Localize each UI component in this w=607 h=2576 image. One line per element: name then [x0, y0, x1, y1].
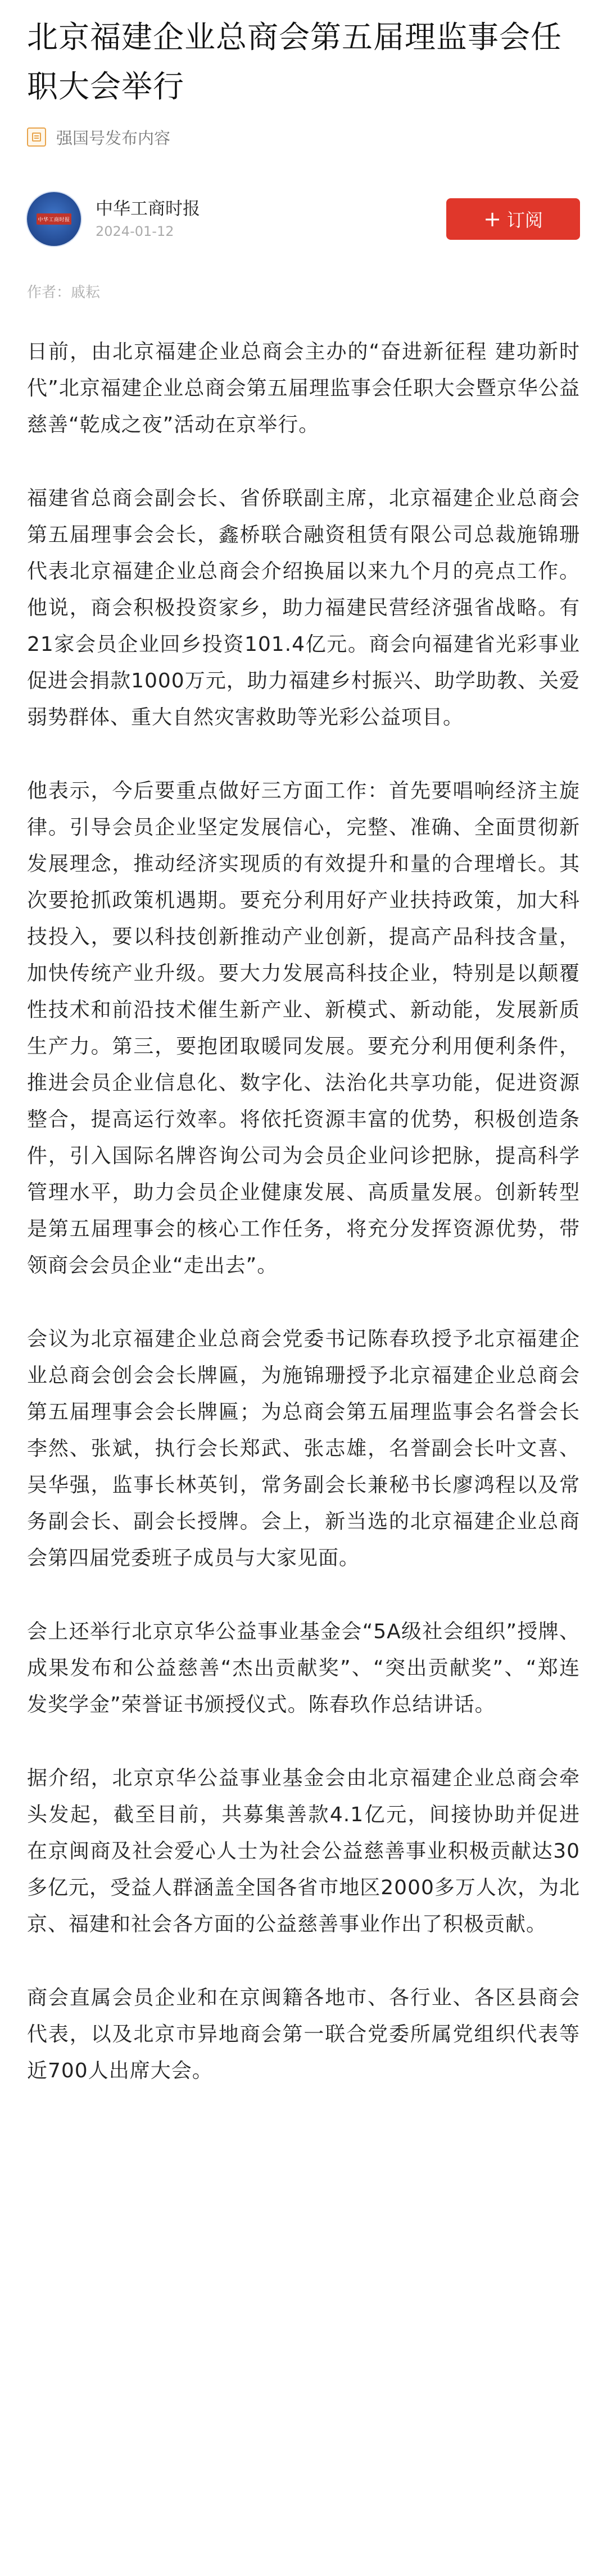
article-paragraph: 会议为北京福建企业总商会党委书记陈春玖授予北京福建企业总商会创会会长牌匾，为施锦珊授予北京福建企业总商会第五届理事会会长牌匾；为总商会第五届理监事会名誉会长李然、张斌，执行会长郑武、张志雄，名誉副会长叶文喜、吴华强，监事长林英钊，常务副会长兼秘书长廖鸿程以及常务副会长、副会长授牌。会上，新当选的北京福建企业总商会第四届党委班子成员与大家见面。 — [27, 1328, 580, 1570]
article-paragraph: 日前，由北京福建企业总商会主办的“奋进新征程 建功新时代”北京福建企业总商会第五届理监事会任职大会暨京华公益慈善“乾成之夜”活动在京举行。 — [27, 340, 580, 436]
source-label: 强国号发布内容 — [56, 128, 171, 148]
article-title: 北京福建企业总商会第五届理监事会任职大会举行 — [27, 19, 563, 104]
document-badge-icon — [27, 127, 46, 147]
subscribe-label: 订阅 — [506, 209, 543, 231]
publisher-name[interactable]: 中华工商时报 — [96, 199, 200, 219]
article-paragraph: 会上还举行北京京华公益事业基金会“5A级社会组织”授牌、成果发布和公益慈善“杰出贡献奖”、“突出贡献奖”、“郑连发奖学金”荣誉证书颁授仪式。陈春玖作总结讲话。 — [27, 1620, 580, 1716]
publisher-avatar[interactable] — [27, 192, 81, 246]
publisher-info — [96, 197, 200, 241]
publish-date: 2024-01-12 — [96, 224, 174, 239]
article-paragraph: 他表示，今后要重点做好三方面工作：首先要唱响经济主旋律。引导会员企业坚定发展信心，完整、准确、全面贯彻新发展理念，推动经济实现质的有效提升和量的合理增长。其次要抢抓政策机遇期。要充分利用好产业扶持政策，加大科技投入，要以科技创新推动产业创新，提高产品科技含量，加快传统产业升级。要大力发展高科技企业，特别是以颠覆性技术和前沿技术催生新产业、新模式、新动能，发展新质生产力。第三，要抱团取暖同发展。要充分利用便利条件，推进会员企业信息化、数字化、法治化共享功能，促进资源整合，提高运行效率。将依托资源丰富的优势，积极创造条件，引入国际名牌咨询公司为会员企业问诊把脉，提高科学管理水平，助力会员企业健康发展、高质量发展。创新转型是第五届理事会的核心工作任务，将充分发挥资源优势，带领商会会员企业“走出去”。 — [27, 779, 580, 1277]
article-paragraph: 福建省总商会副会长、省侨联副主席，北京福建企业总商会第五届理事会会长，鑫桥联合融资租赁有限公司总裁施锦珊代表北京福建企业总商会介绍换届以来九个月的亮点工作。他说，商会积极投资家乡，助力福建民营经济强省战略。有21家会员企业回乡投资101.4亿元。商会向福建省光彩事业促进会捐款1000万元，助力福建乡村振兴、助学助教、关爱弱势群体、重大自然灾害救助等光彩公益项目。 — [27, 487, 580, 729]
publisher-logo-text: 中华工商时报 — [37, 213, 71, 225]
article-paragraph: 据介绍，北京京华公益事业基金会由北京福建企业总商会牵头发起，截至目前，共募集善款4.1亿元，间接协助并促进在京闽商及社会爱心人士为社会公益慈善事业积极贡献达30多亿元，受益人群涵盖全国各省市地区2000多万人次，为北京、福建和社会各方面的公益慈善事业作出了积极贡献。 — [27, 1767, 580, 1936]
article-body — [27, 334, 580, 2089]
plus-icon: + — [483, 207, 501, 231]
author-byline: 作者：戚耘 — [27, 284, 101, 301]
article-paragraph: 商会直属会员企业和在京闽籍各地市、各行业、各区县商会代表，以及北京市异地商会第一联合党委所属党组织代表等近700人出席大会。 — [27, 1986, 580, 2082]
subscribe-button[interactable] — [446, 198, 580, 240]
publisher-row — [27, 191, 580, 247]
source-line — [27, 124, 580, 151]
